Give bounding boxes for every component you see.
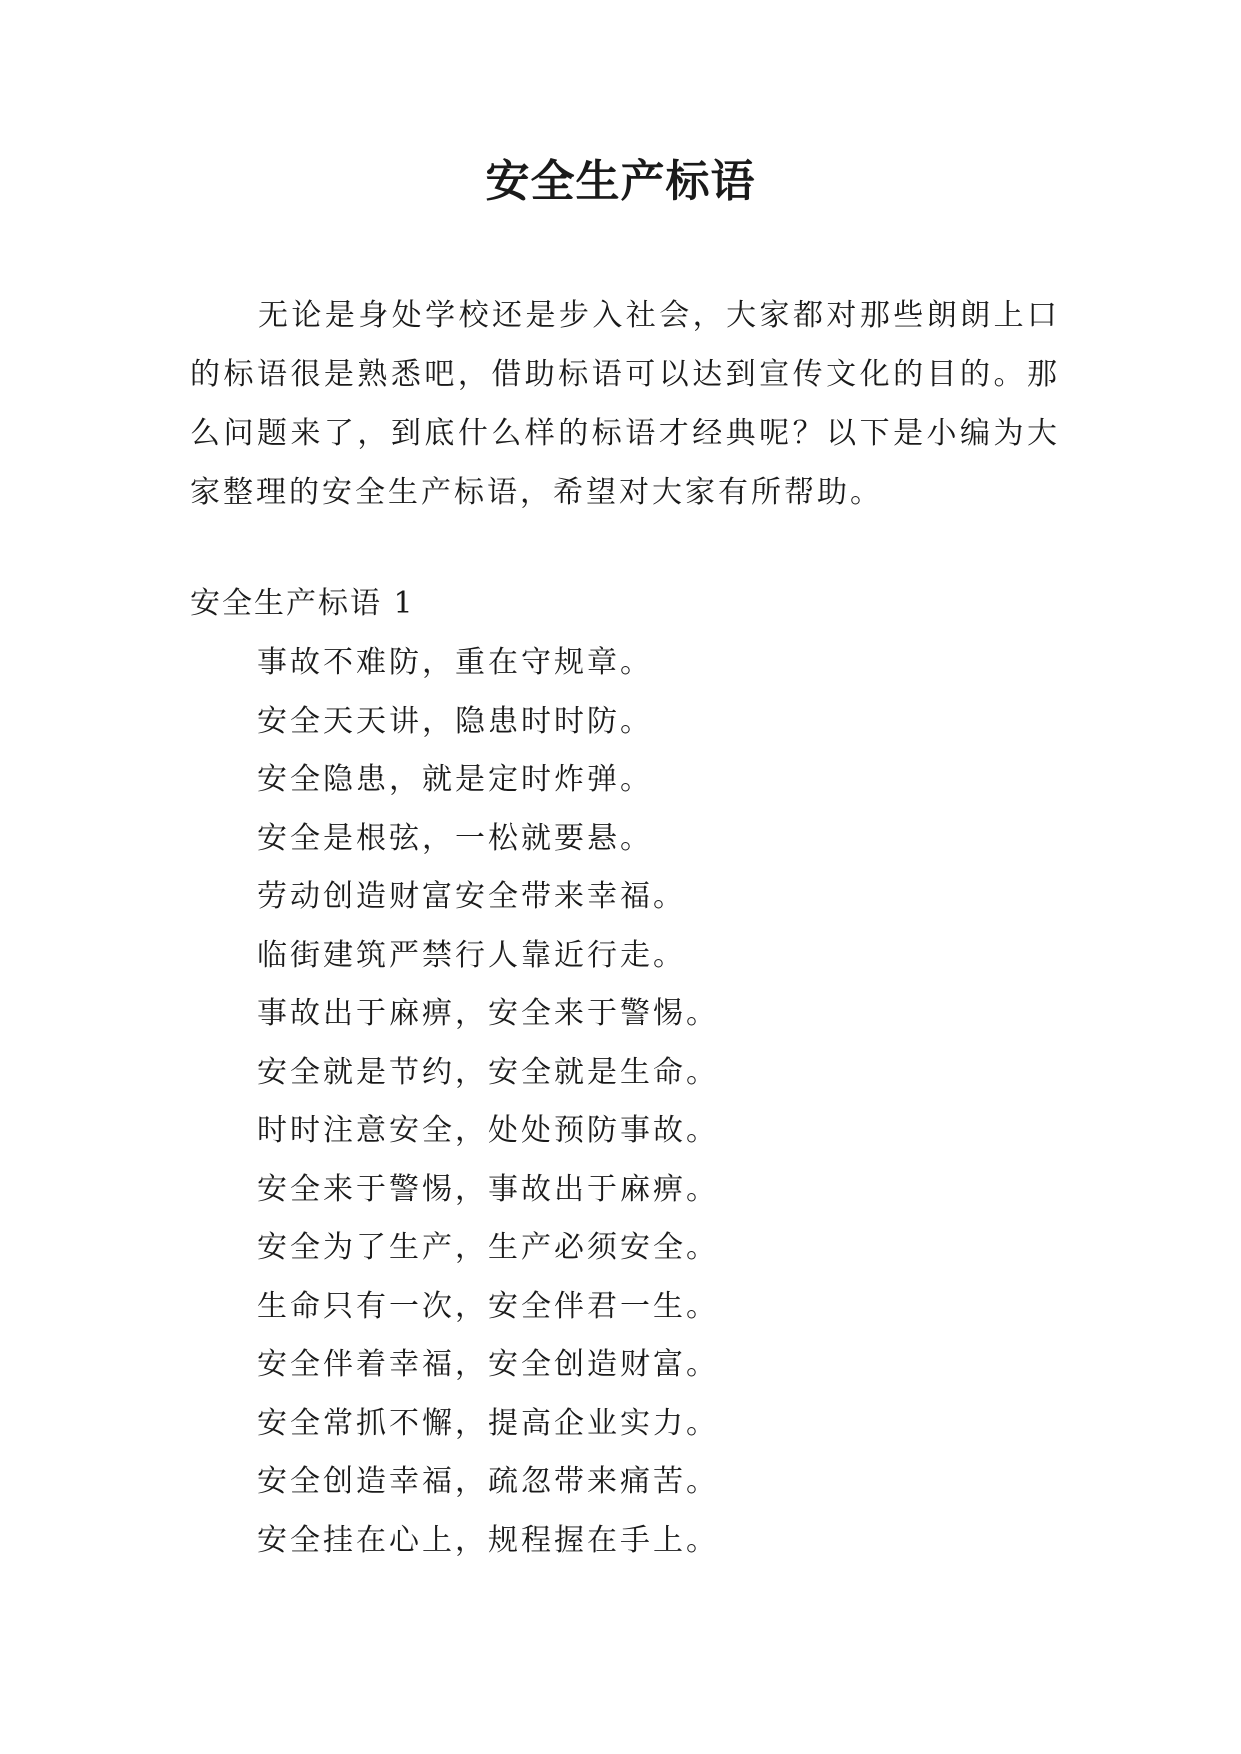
slogan-item: 安全常抓不懈，提高企业实力。 — [257, 1405, 719, 1441]
section-heading: 安全生产标语 1 — [190, 586, 415, 621]
document-title: 安全生产标语 — [485, 156, 756, 207]
slogan-item: 安全是根弦，一松就要悬。 — [257, 820, 653, 856]
slogan-item: 安全来于警惕，事故出于麻痹。 — [257, 1171, 719, 1207]
slogan-item: 安全天天讲，隐患时时防。 — [257, 703, 653, 739]
intro-paragraph: 无论是身处学校还是步入社会，大家都对那些朗朗上口的标语很是熟悉吧，借助标语可以达到宣传文化的目的。那么问题来了，到底什么样的标语才经典呢？以下是小编为大家整理的安全生产标语，希望对大家有所帮助。 — [190, 298, 1060, 510]
slogan-item: 劳动创造财富安全带来幸福。 — [257, 879, 686, 914]
slogan-item: 安全为了生产，生产必须安全。 — [257, 1230, 719, 1265]
slogan-item: 安全伴着幸福，安全创造财富。 — [257, 1347, 719, 1382]
slogan-item: 安全创造幸福，疏忽带来痛苦。 — [257, 1464, 719, 1499]
slogan-item: 生命只有一次，安全伴君一生。 — [257, 1288, 719, 1324]
slogan-item: 临街建筑严禁行人靠近行走。 — [257, 937, 686, 973]
slogan-list — [257, 641, 719, 1577]
slogan-item: 事故出于麻痹，安全来于警惕。 — [257, 996, 719, 1031]
slogan-item: 时时注意安全，处处预防事故。 — [257, 1113, 719, 1148]
slogan-item: 安全挂在心上，规程握在手上。 — [257, 1522, 719, 1558]
slogan-item: 安全隐患，就是定时炸弹。 — [257, 762, 653, 797]
slogan-item: 安全就是节约，安全就是生命。 — [257, 1054, 719, 1090]
slogan-item: 事故不难防，重在守规章。 — [257, 645, 653, 680]
